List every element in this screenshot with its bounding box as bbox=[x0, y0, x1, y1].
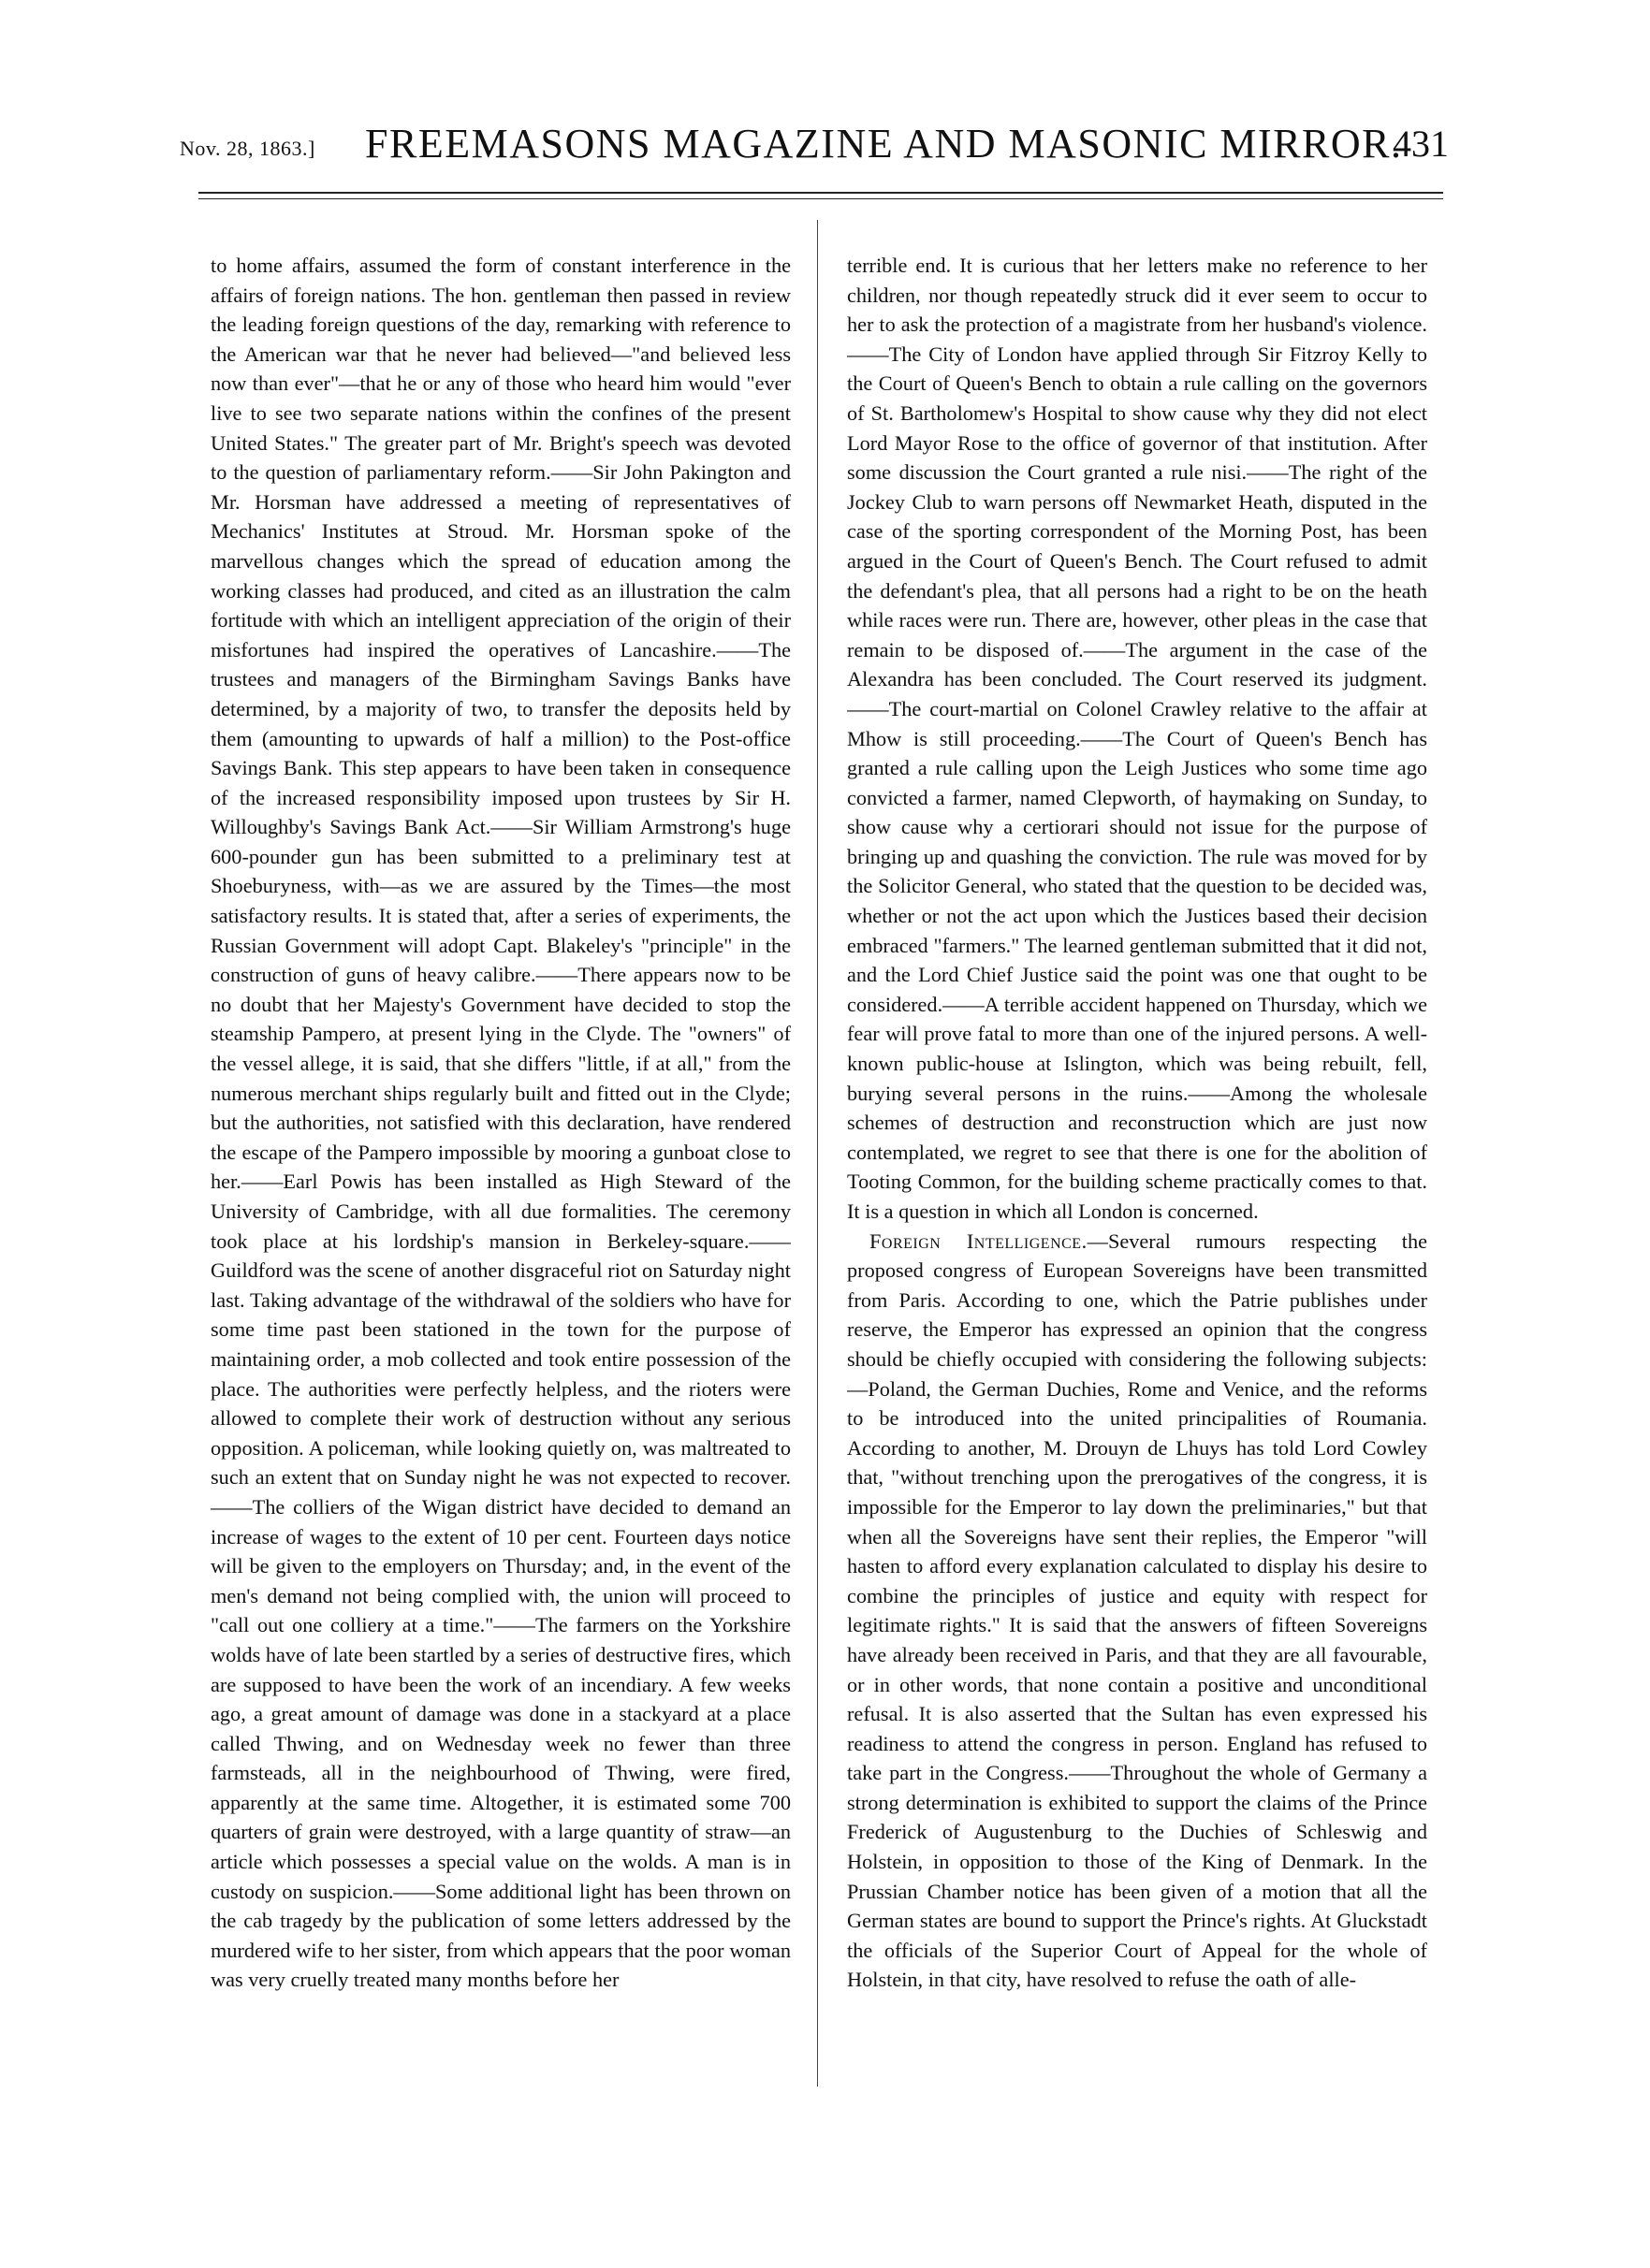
header-rule-thin bbox=[198, 198, 1443, 199]
left-column bbox=[211, 251, 791, 2075]
left-column-text: to home affairs, assumed the form of constant interference in the affairs of foreign nations. The hon. gentleman then passed in review the leading foreign questions of the day, remarking with reference to the American war that he never had believed—"and believed less now than ever"—that he or any of those who heard him would "ever live to see two separate nations within the confines of the present United States." The greater part of Mr. Bright's speech was devoted to the question of parliamentary reform.——Sir John Pakington and Mr. Horsman have addressed a meeting of representatives of Mechanics' Institutes at Stroud. Mr. Horsman spoke of the marvellous changes which the spread of education among the working classes had produced, and cited as an illustration the calm fortitude with which an intelligent appreciation of the origin of their misfortunes had inspired the operatives of Lancashire.——The trustees and managers of the Birmingham Savings Banks have determined, by a majority of two, to transfer the deposits held by them (amounting to upwards of half a million) to the Post-office Savings Bank. This step appears to have been taken in consequence of the increased responsibility imposed upon trustees by Sir H. Willoughby's Savings Bank Act.——Sir William Armstrong's huge 600-pounder gun has been submitted to a preliminary test at Shoeburyness, with—as we are assured by the Times—the most satisfactory results. It is stated that, after a series of experiments, the Russian Government will adopt Capt. Blakeley's "principle" in the construction of guns of heavy calibre.——There appears now to be no doubt that her Majesty's Government have decided to stop the steamship Pampero, at present lying in the Clyde. The "owners" of the vessel allege, it is said, that she differs "little, if at all," from the numerous merchant ships regularly built and fitted out in the Clyde; but the authorities, not satisfied with this declaration, have rendered the escape of the Pampero impossible by mooring a gunboat close to her.——Earl Powis has been installed as High Steward of the University of Cambridge, with all due formalities. The ceremony took place at his lordship's mansion in Berkeley-square.——Guildford was the scene of another disgraceful riot on Saturday night last. Taking advantage of the withdrawal of the soldiers who have for some time past been stationed in the town for the purpose of maintaining order, a mob collected and took entire possession of the place. The authorities were perfectly helpless, and the rioters were allowed to complete their work of destruction without any serious opposition. A policeman, while looking quietly on, was maltreated to such an extent that on Sunday night he was not expected to recover.——The colliers of the Wigan district have decided to demand an increase of wages to the extent of 10 per cent. Fourteen days notice will be given to the employers on Thursday; and, in the event of the men's demand not being complied with, the union will proceed to "call out one colliery at a time."——The farmers on the Yorkshire wolds have of late been startled by a series of destructive fires, which are supposed to have been the work of an incendiary. A few weeks ago, a great amount of damage was done in a stackyard at a place called Thwing, and on Wednesday week no fewer than three farmsteads, all in the neighbourhood of Thwing, were fired, apparently at the same time. Altogether, it is estimated some 700 quarters of grain were destroyed, with a large quantity of straw—an article which possesses a special value on the wolds. A man is in custody on suspicion.——Some additional light has been thrown on the cab tragedy by the publication of some letters addressed by the murdered wife to her sister, from which appears that the poor woman was very cruelly treated many months before her bbox=[211, 254, 791, 1992]
right-column bbox=[847, 251, 1427, 2075]
right-column-text-1: terrible end. It is curious that her letters make no reference to her children, nor though repeatedly struck did it ever seem to occur to her to ask the protection of a magistrate from her husband's violence.——The City of London have applied through Sir Fitzroy Kelly to the Court of Queen's Bench to obtain a rule calling on the governors of St. Bartholomew's Hospital to show cause why they did not elect Lord Mayor Rose to the office of governor of that institution. After some discussion the Court granted a rule nisi.——The right of the Jockey Club to warn persons off Newmarket Heath, disputed in the case of the sporting correspondent of the Morning Post, has been argued in the Court of Queen's Bench. The Court refused to admit the defendant's plea, that all persons had a right to be on the heath while races were run. There are, however, other pleas in the case that remain to be disposed of.——The argument in the case of the Alexandra has been concluded. The Court reserved its judgment.——The court-martial on Colonel Crawley relative to the affair at Mhow is still proceeding.——The Court of Queen's Bench has granted a rule calling upon the Leigh Justices who some time ago convicted a farmer, named Clepworth, of haymaking on Sunday, to show cause why a certiorari should not issue for the purpose of bringing up and quashing the conviction. The rule was moved for by the Solicitor General, who stated that the question to be decided was, whether or not the act upon which the Justices based their decision embraced "farmers." The learned gentleman submitted that it did not, and the Lord Chief Justice said the point was one that ought to be considered.——A terrible accident happened on Thursday, which we fear will prove fatal to more than one of the injured persons. A well-known public-house at Islington, which was being rebuilt, fell, burying several persons in the ruins.——Among the wholesale schemes of destruction and reconstruction which are just now contemplated, we regret to see that there is one for the abolition of Tooting Common, for the building scheme practically comes to that. It is a question in which all London is concerned. bbox=[847, 254, 1427, 1223]
foreign-intelligence-heading: Foreign Intelligence. bbox=[869, 1228, 1088, 1253]
foreign-intelligence-paragraph bbox=[847, 1227, 1427, 1995]
right-column-text-2: —Several rumours respecting the proposed congress of European Sovereigns have been transmitted from Paris. According to one, which the Patrie publishes under reserve, the Emperor has expressed an opinion that the congress should be chiefly occupied with considering the following subjects:—Poland, the German Duchies, Rome and Venice, and the reforms to be introduced into the united principalities of Roumania. According to another, M. Drouyn de Lhuys has told Lord Cowley that, "without trenching upon the prerogatives of the congress, it is impossible for the Emperor to lay down the preliminaries," but that when all the Sovereigns have sent their replies, the Emperor "will hasten to afford every explanation calculated to display his desire to combine the principles of justice and equity with respect for legitimate rights." It is said that the answers of fifteen Sovereigns have already been received in Paris, and that they are all favourable, or in other words, that none contain a positive and unconditional refusal. It is also asserted that the Sultan has even expressed his readiness to attend the congress in person. England has refused to take part in the Congress.——Throughout the whole of Germany a strong determination is exhibited to support the claims of the Prince Frederick of Augustenburg to the Duchies of Schleswig and Holstein, in opposition to those of the King of Denmark. In the Prussian Chamber notice has been given of a motion that all the German states are bound to support the Prince's rights. At Gluckstadt the officials of the Superior Court of Appeal for the whole of Holstein, in that city, have resolved to refuse the oath of alle- bbox=[847, 1228, 1427, 1992]
page-number: 431 bbox=[1393, 123, 1449, 165]
header-rule-thick bbox=[198, 192, 1443, 194]
column-divider bbox=[817, 220, 818, 2086]
issue-date: Nov. 28, 1863.] bbox=[180, 137, 315, 160]
masthead-title: FREEMASONS MAGAZINE AND MASONIC MIRROR. bbox=[365, 121, 1403, 167]
page-header bbox=[168, 110, 1460, 176]
